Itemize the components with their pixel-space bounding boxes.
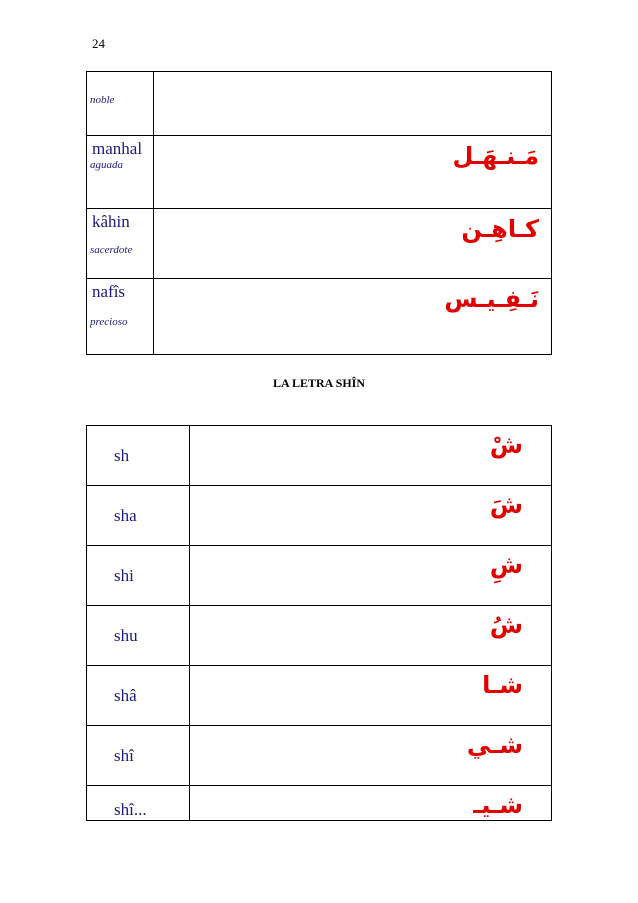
vocabulary-arabic-cell bbox=[154, 136, 552, 209]
vocabulary-gloss: precioso bbox=[90, 316, 128, 328]
vocabulary-latin-cell bbox=[87, 136, 154, 209]
page-number: 24 bbox=[92, 36, 105, 51]
letter-table bbox=[86, 425, 552, 821]
vocabulary-arabic-cell bbox=[154, 279, 552, 355]
vocabulary-arabic-cell bbox=[154, 209, 552, 279]
letter-row bbox=[87, 606, 552, 666]
letter-latin: shî... bbox=[87, 786, 190, 821]
letter-arabic: شـي bbox=[190, 726, 552, 786]
section-title: LA LETRA SHÎN bbox=[272, 376, 366, 390]
vocabulary-latin: nafîs bbox=[92, 282, 126, 301]
vocabulary-row bbox=[87, 72, 552, 136]
vocabulary-arabic-cell bbox=[154, 72, 552, 136]
letter-row bbox=[87, 426, 552, 486]
letter-row bbox=[87, 726, 552, 786]
vocabulary-gloss: noble bbox=[90, 94, 115, 106]
letter-row bbox=[87, 786, 552, 821]
letter-latin: shi bbox=[87, 546, 190, 606]
vocabulary-latin-cell bbox=[87, 209, 154, 279]
vocabulary-arabic: كـاهِـن bbox=[461, 215, 539, 243]
vocabulary-row bbox=[87, 209, 552, 279]
letter-latin: shu bbox=[87, 606, 190, 666]
vocabulary-arabic bbox=[154, 72, 551, 78]
vocabulary-latin: manhal bbox=[92, 139, 143, 158]
vocabulary-latin-cell bbox=[87, 72, 154, 136]
letter-latin: shâ bbox=[87, 666, 190, 726]
letter-row bbox=[87, 546, 552, 606]
letter-arabic: شـيـ bbox=[190, 786, 552, 821]
letter-latin: sh bbox=[87, 426, 190, 486]
vocabulary-gloss: aguada bbox=[90, 159, 123, 171]
letter-latin: shî bbox=[87, 726, 190, 786]
vocabulary-gloss: sacerdote bbox=[90, 244, 133, 256]
vocabulary-arabic: نَـفِـيـس bbox=[444, 285, 539, 313]
letter-arabic: شَ bbox=[190, 486, 552, 546]
vocabulary-row bbox=[87, 279, 552, 355]
vocabulary-latin-cell bbox=[87, 279, 154, 355]
letter-row bbox=[87, 666, 552, 726]
vocabulary-arabic: مَـنـهَـل bbox=[452, 142, 539, 170]
letter-arabic: شْ bbox=[190, 426, 552, 486]
letter-arabic: شُ bbox=[190, 606, 552, 666]
letter-arabic: شِ bbox=[190, 546, 552, 606]
letter-arabic: شـا bbox=[190, 666, 552, 726]
vocabulary-row bbox=[87, 136, 552, 209]
letter-latin: sha bbox=[87, 486, 190, 546]
letter-row bbox=[87, 486, 552, 546]
vocabulary-latin: kâhin bbox=[92, 212, 130, 231]
vocabulary-table bbox=[86, 71, 552, 355]
